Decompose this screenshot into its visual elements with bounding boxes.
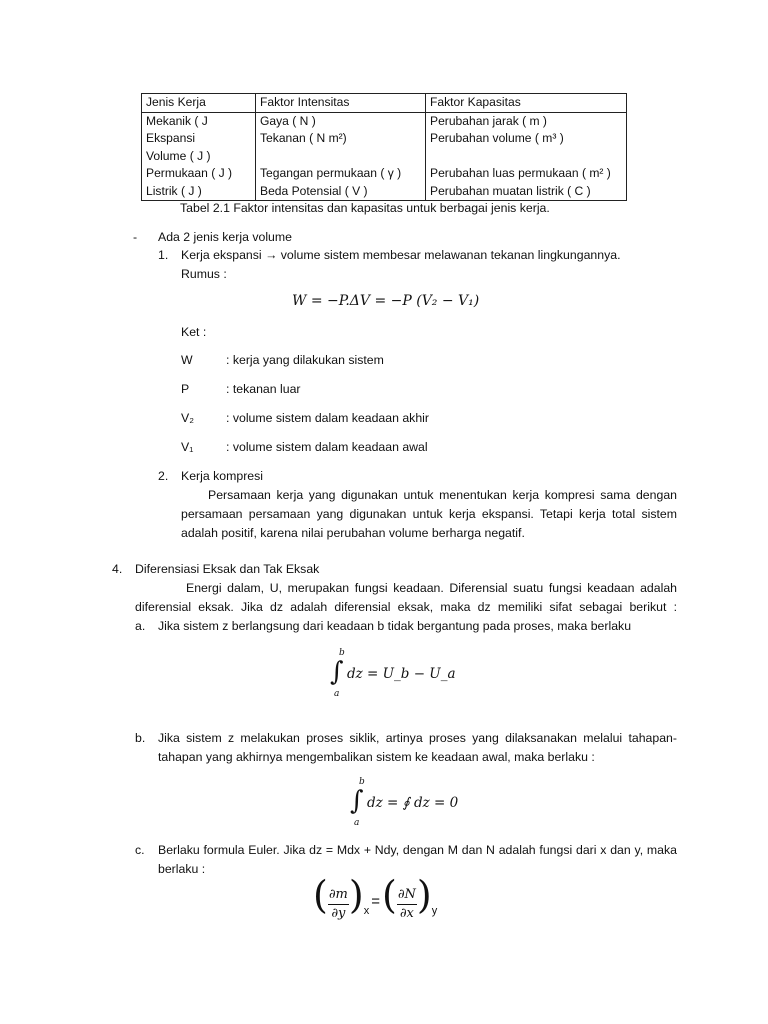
table-cell: Listrik ( J ) xyxy=(142,183,256,201)
point-c-text: berlaku : xyxy=(158,862,206,876)
integral-sign: ∫ xyxy=(330,657,344,687)
fraction xyxy=(397,887,417,923)
table-caption: Tabel 2.1 Faktor intensitas dan kapasitas untuk berbagai jenis kerja. xyxy=(180,201,550,215)
integral-upper-limit: b xyxy=(339,648,345,658)
fraction-denominator: ∂x xyxy=(399,906,414,922)
integral-sign: ∫ xyxy=(350,786,364,816)
integral-equation-a xyxy=(330,648,456,700)
definition-desc: : volume sistem dalam keadaan awal xyxy=(226,440,428,454)
right-paren: ) xyxy=(348,873,364,917)
item-number: 2. xyxy=(158,469,169,483)
table-cell: Perubahan jarak ( m ) xyxy=(426,112,627,130)
table-cell: Gaya ( N ) xyxy=(256,112,426,130)
definition-desc: : kerja yang dilakukan sistem xyxy=(226,353,384,367)
integral-rhs: dz = U_b − U_a xyxy=(347,666,456,682)
kerja-table xyxy=(141,93,627,201)
section-title: Diferensiasi Eksak dan Tak Eksak xyxy=(135,562,320,576)
table-header-row xyxy=(142,94,627,113)
rumus-label: Rumus : xyxy=(181,267,227,281)
integral-upper-limit: b xyxy=(359,777,365,787)
euler-formula xyxy=(313,873,438,922)
left-paren: ( xyxy=(381,873,397,917)
section-intro-line: diferensial eksak. Jika dz adalah diferensial eksak, maka dz memiliki sifat sebagai berikut : xyxy=(135,600,677,614)
kompresi-paragraph-line: adalah positif, karena nilai perubahan volume berharga negatif. xyxy=(181,526,525,540)
definition-symbol: V₂ xyxy=(181,411,194,425)
table-cell: Perubahan muatan listrik ( C ) xyxy=(426,183,627,201)
kompresi-paragraph-line: persamaan persamaan yang digunakan untuk kerja ekspansi. Tetapi kerja total sistem xyxy=(181,507,677,521)
point-label: c. xyxy=(135,843,145,857)
integral-lower-limit: a xyxy=(334,689,340,699)
right-paren: ) xyxy=(416,873,432,917)
kompresi-title: Kerja kompresi xyxy=(181,469,264,483)
point-label: b. xyxy=(135,731,146,745)
point-label: a. xyxy=(135,619,146,633)
fraction xyxy=(328,887,349,923)
volume-heading: Ada 2 jenis kerja volume xyxy=(158,230,292,244)
cyclic-equation: dz = ∮ dz = 0 xyxy=(367,795,459,811)
table-cell: Perubahan luas permukaan ( m² ) xyxy=(426,165,627,183)
subscript: y xyxy=(431,905,438,917)
definition-symbol: P xyxy=(181,382,190,396)
section-intro-line: Energi dalam, U, merupakan fungsi keadaan. Diferensial suatu fungsi keadaan adalah xyxy=(186,581,677,595)
left-paren: ( xyxy=(313,873,328,917)
table-cell: Volume ( J ) xyxy=(142,148,256,166)
table-row xyxy=(142,165,627,183)
ket-label: Ket : xyxy=(181,325,207,339)
point-b-text: tahapan yang akhirnya mengembalikan sistem ke keadaan awal, maka berlaku : xyxy=(158,750,595,764)
table-row xyxy=(142,112,627,130)
table-cell: Ekspansi xyxy=(142,130,256,148)
table-cell: Permukaan ( J ) xyxy=(142,165,256,183)
table-cell: Perubahan volume ( m³ ) xyxy=(426,130,627,148)
kompresi-paragraph-line: Persamaan kerja yang digunakan untuk menentukan kerja kompresi sama dengan xyxy=(208,488,677,502)
table-cell: Beda Potensial ( V ) xyxy=(256,183,426,201)
table-header-cell: Faktor Kapasitas xyxy=(426,94,627,113)
table-cell: Tekanan ( N m²) xyxy=(256,130,426,148)
ekspansi-text: Kerja ekspansi → volume sistem membesar melawanan tekanan lingkungannya. xyxy=(181,248,621,262)
fraction-numerator: ∂m xyxy=(328,887,349,905)
equals-sign: = xyxy=(371,893,380,910)
fraction-numerator: ∂N xyxy=(397,887,417,905)
bullet-dash: - xyxy=(133,230,138,244)
table-cell: Tegangan permukaan ( γ ) xyxy=(256,165,426,183)
table-header-cell: Faktor Intensitas xyxy=(256,94,426,113)
definition-desc: : volume sistem dalam keadaan akhir xyxy=(226,411,429,425)
table-header-cell: Jenis Kerja xyxy=(142,94,256,113)
integral-equation-b xyxy=(350,777,470,829)
item-number: 1. xyxy=(158,248,169,262)
definition-symbol: W xyxy=(181,353,193,367)
definition-desc: : tekanan luar xyxy=(226,382,301,396)
integral-lower-limit: a xyxy=(354,818,360,828)
definition-symbol: V₁ xyxy=(181,440,194,454)
work-formula: W = −P.ΔV = −P (V₂ − V₁) xyxy=(292,293,480,309)
table-cell: Mekanik ( J xyxy=(142,112,256,130)
subscript: x xyxy=(363,905,370,917)
table-row xyxy=(142,148,627,166)
point-a-text: Jika sistem z berlangsung dari keadaan b tidak bergantung pada proses, maka berlaku xyxy=(158,619,632,633)
table-row xyxy=(142,183,627,201)
table-row xyxy=(142,130,627,148)
section-number: 4. xyxy=(112,562,123,576)
point-c-text: Berlaku formula Euler. Jika dz = Mdx + Ndy, dengan M dan N adalah fungsi dari x dan y, maka xyxy=(158,843,677,857)
table-cell xyxy=(426,148,627,166)
point-b-text: Jika sistem z melakukan proses siklik, artinya proses yang dilaksanakan melalui tahapan- xyxy=(158,731,677,745)
fraction-denominator: ∂y xyxy=(331,906,346,922)
table-cell xyxy=(256,148,426,166)
